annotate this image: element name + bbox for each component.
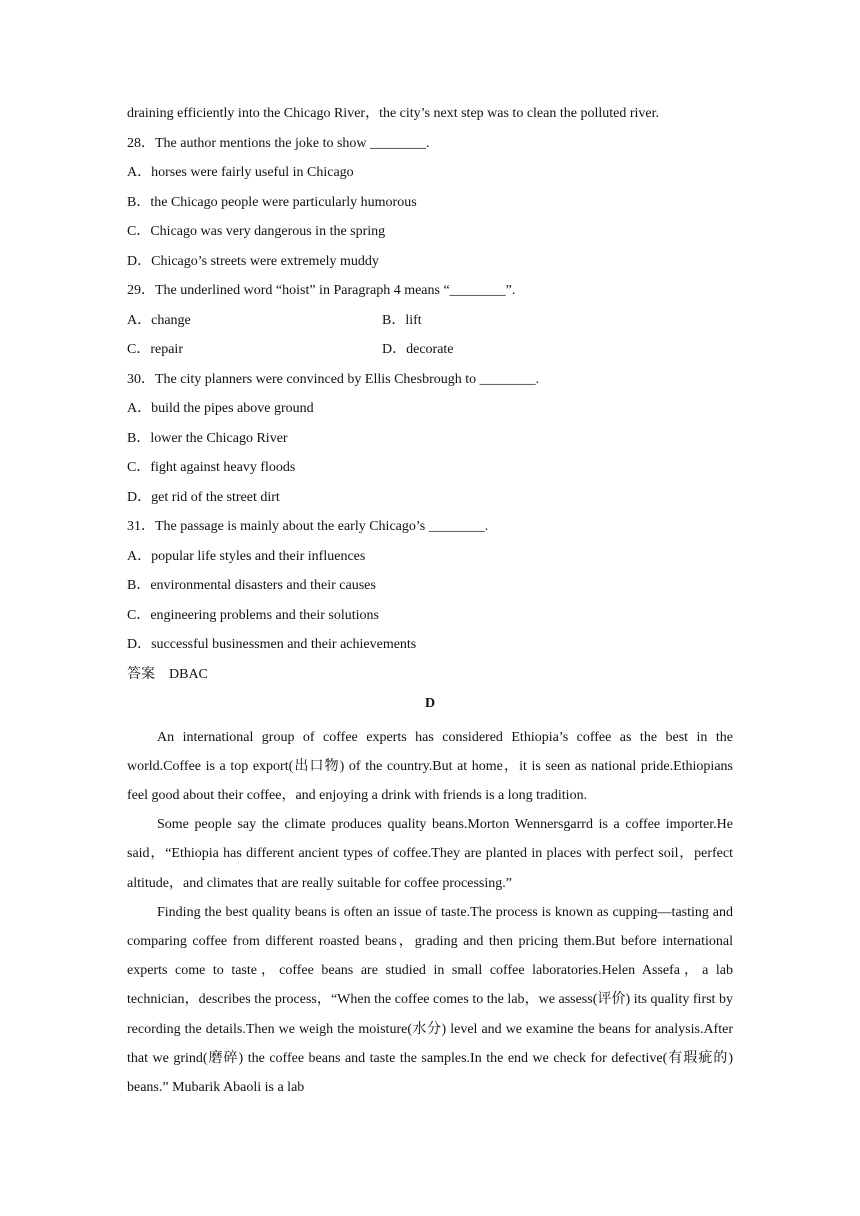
question-30-option-d: D．get rid of the street dirt — [127, 489, 280, 505]
question-31-option-a: A．popular life styles and their influences — [127, 548, 366, 564]
question-29-option-c: C．repair — [127, 342, 183, 357]
question-29-option-b: B．lift — [382, 312, 422, 328]
answer-key: 答案 DBAC — [127, 666, 208, 682]
question-31-option-c: C．engineering problems and their solutions — [127, 607, 379, 623]
passage-paragraph-2: Some people say the climate produces quality beans.Morton Wennersgarrd is a coffee importer.He said，“Ethiopia has different ancient types of coffee.They are planted in places with perfect soil，perfect altitude，and climates that are really suitable for coffee processing.” — [127, 817, 733, 891]
question-29-option-d: D．decorate — [382, 342, 454, 357]
passage-paragraph-3: Finding the best quality beans is often an issue of taste.The process is known as cupping—tasting and comparing coffee from different roasted beans，grading and then pricing them.But before international experts come to taste，coffee beans are studied in small coffee laboratories.Helen Assefa，a lab technician，describes the process，“When the coffee comes to the lab，we assess(评价) its quality first by recording the details.Then we weigh the moisture(水分) level and we examine the beans for analysis.After that we grind(磨碎) the coffee beans and taste the samples.In the end we check for defective(有瑕疵的) beans.” Mubarik Abaoli is a lab — [127, 904, 733, 1095]
section-title: D — [424, 696, 436, 711]
question-30-option-a: A．build the pipes above ground — [127, 401, 314, 416]
question-29-stem: 29．The underlined word “hoist” in Paragraph 4 means “________”. — [127, 283, 516, 298]
page-content — [127, 103, 733, 1102]
question-30-stem: 30．The city planners were convinced by Ellis Chesbrough to ________. — [127, 371, 540, 387]
question-29-options-row-1 — [127, 310, 733, 340]
question-30-option-b: B．lower the Chicago River — [127, 430, 288, 446]
question-31-option-d: D．successful businessmen and their achievements — [127, 637, 417, 652]
question-31-stem: 31．The passage is mainly about the early Chicago’s ________. — [127, 519, 489, 534]
question-29-options-row-2 — [127, 339, 733, 369]
question-28-option-a: A．horses were fairly useful in Chicago — [127, 165, 354, 180]
question-28-option-d: D．Chicago’s streets were extremely muddy — [127, 253, 379, 269]
question-31-option-b: B．environmental disasters and their causes — [127, 578, 376, 593]
question-29-option-a: A．change — [127, 312, 191, 328]
intro-line: draining efficiently into the Chicago River，the city’s next step was to clean the polluted river. — [127, 106, 659, 121]
question-28-stem: 28．The author mentions the joke to show ________. — [127, 135, 430, 151]
question-28-option-c: C．Chicago was very dangerous in the spring — [127, 224, 386, 239]
question-30-option-c: C．fight against heavy floods — [127, 460, 296, 475]
question-28-option-b: B．the Chicago people were particularly humorous — [127, 194, 417, 210]
passage-paragraph-1: An international group of coffee experts has considered Ethiopia’s coffee as the best in the world.Coffee is a top export(出口物) of the country.But at home，it is seen as national pride.Ethiopians feel good about their coffee，and enjoying a drink with friends is a long tradition. — [127, 729, 733, 803]
